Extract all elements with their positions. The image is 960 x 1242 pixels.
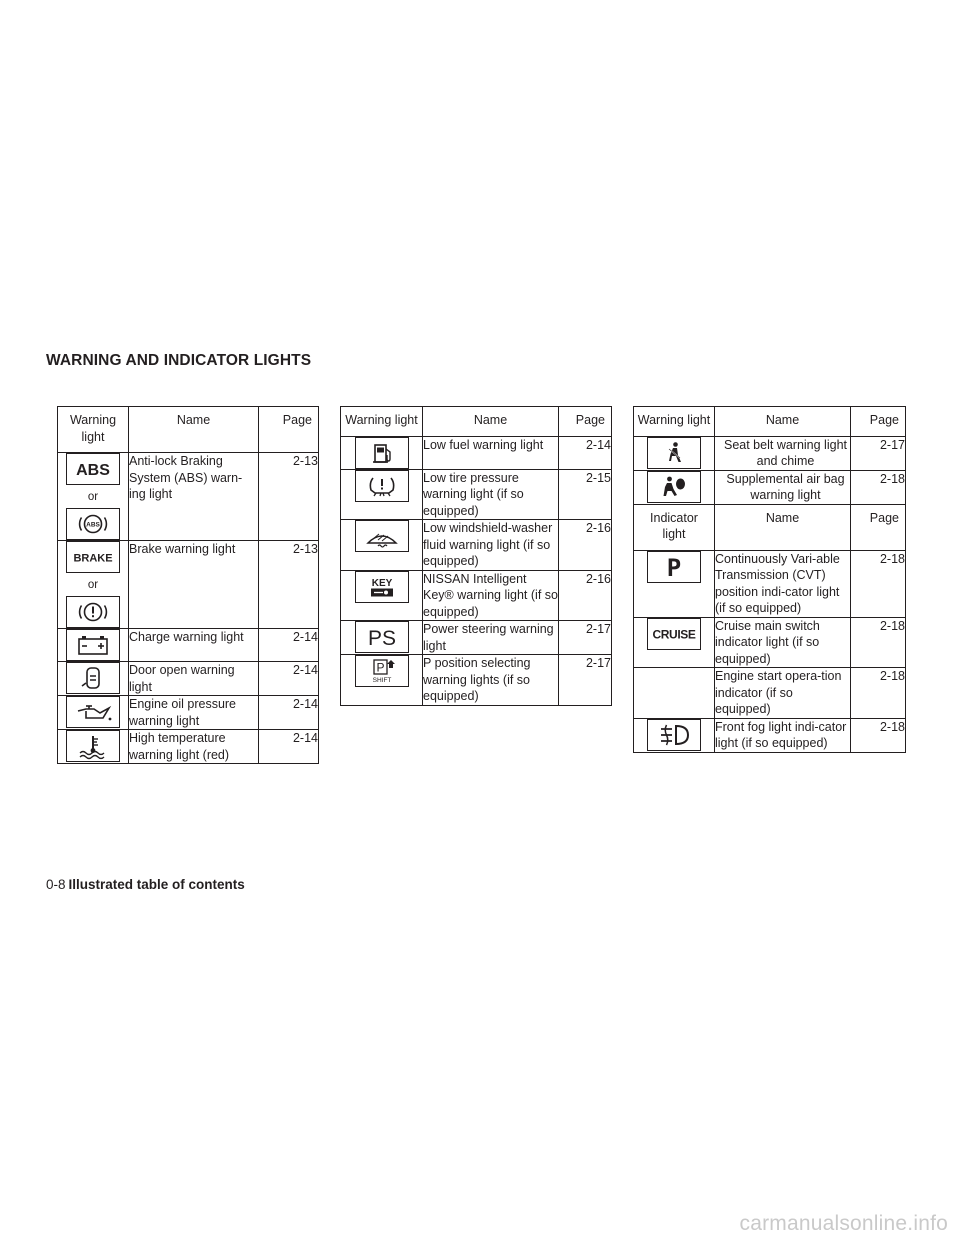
name-header: Name: [129, 407, 259, 453]
svg-text:KEY: KEY: [371, 577, 392, 589]
ps-icon: [355, 621, 409, 653]
abs-circle-icon: [66, 508, 120, 540]
light-name: Door open warning light: [129, 662, 259, 696]
table-header-row: [634, 407, 906, 437]
table-row: [341, 469, 612, 520]
warning-light-icon-cell: [634, 668, 715, 719]
light-name: Low tire pressure warning light (if so equipped): [423, 469, 559, 520]
table-row: [634, 470, 906, 504]
brake-circle-icon: [66, 596, 120, 628]
table-header-row: [58, 407, 319, 453]
page-reference: 2-16: [559, 570, 612, 621]
door-open-icon: [66, 662, 120, 694]
tire-pressure-icon: [355, 470, 409, 502]
page-reference: 2-18: [851, 668, 906, 719]
page-reference: 2-15: [559, 469, 612, 520]
light-name: NISSAN Intelligent Key® warning light (if so equipped): [423, 571, 558, 619]
light-name: Seat belt warning light and chime: [715, 436, 851, 470]
table-row: [58, 662, 319, 696]
light-name: Low fuel warning light: [423, 436, 559, 469]
warning-light-icon-cell: [634, 550, 715, 617]
or-label: or: [87, 491, 99, 503]
footer-title: Illustrated table of contents: [68, 877, 245, 892]
name-header: Name: [715, 407, 851, 437]
washer-fluid-icon: [355, 520, 409, 552]
page-reference: 2-14: [259, 629, 319, 662]
warning-light-icon-cell: [58, 629, 129, 662]
oil-can-icon: [66, 696, 120, 728]
warning-light-icon-cell: [341, 621, 423, 655]
warning-light-header: Warning light: [634, 407, 715, 437]
table-row: [58, 696, 319, 730]
page-reference: 2-14: [259, 730, 319, 764]
table-row: [341, 621, 612, 655]
page-reference: 2-18: [851, 617, 906, 668]
page-reference: 2-14: [259, 662, 319, 696]
table-row: [341, 520, 612, 571]
warning-light-icon-cell: [58, 696, 129, 730]
light-name: Charge warning light: [129, 629, 259, 662]
warning-light-icon-cell: [634, 617, 715, 668]
svg-text:CRUISE: CRUISE: [652, 627, 696, 641]
page-header: Page: [851, 407, 906, 437]
warning-light-icon-cell: [341, 570, 423, 621]
page-number: 0-8: [46, 877, 66, 892]
page-reference: 2-18: [851, 550, 906, 617]
table-row: [634, 550, 906, 617]
svg-text:ABS: ABS: [76, 462, 110, 479]
fog-light-icon: [647, 719, 701, 751]
p-shift-icon: [355, 655, 409, 687]
page-reference: 2-14: [559, 436, 612, 469]
table-row: [341, 655, 612, 706]
light-name: Anti-lock Braking System (ABS) warn-ing light: [129, 453, 259, 541]
light-name: Low windshield-washer fluid warning light (if so equipped): [423, 520, 559, 571]
warning-light-icon-cell: [341, 655, 423, 706]
seat-belt-icon: [647, 437, 701, 469]
light-name: Supplemental air bag warning light: [715, 470, 851, 504]
page-footer: [46, 877, 245, 892]
light-name: Engine start opera-tion indicator (if so equipped): [715, 668, 851, 719]
name-header: Name: [423, 407, 559, 437]
page-reference: 2-17: [559, 655, 612, 706]
warning-light-icon-cell: [58, 453, 129, 541]
warning-lights-table-2: [340, 406, 612, 706]
warning-indicator-lights-table-3: [633, 406, 906, 753]
table-row: [58, 730, 319, 764]
table-header-row: [341, 407, 612, 437]
light-name: Power steering warning light: [423, 621, 559, 655]
or-label: or: [87, 579, 99, 591]
page-reference: 2-17: [851, 436, 906, 470]
svg-text:P: P: [666, 553, 682, 582]
table-header-row: [634, 504, 906, 550]
light-name: Brake warning light: [129, 541, 259, 629]
page-reference: 2-17: [559, 621, 612, 655]
cruise-icon: [647, 618, 701, 650]
svg-text:PS: PS: [367, 627, 396, 650]
warning-light-icon-cell: [58, 541, 129, 629]
table-row: [634, 718, 906, 752]
warning-light-icon-cell: [341, 469, 423, 520]
warning-light-icon-cell: [58, 662, 129, 696]
warning-light-icon-cell: [634, 718, 715, 752]
warning-light-icon-cell: [341, 520, 423, 571]
warning-light-icon-cell: [341, 436, 423, 469]
section-title: WARNING AND INDICATOR LIGHTS: [46, 352, 312, 369]
table-row: [634, 668, 906, 719]
light-name: High temperature warning light (red): [129, 730, 259, 764]
warning-light-icon-cell: [58, 730, 129, 764]
airbag-icon: [647, 471, 701, 503]
table-row: [634, 436, 906, 470]
indicator-light-header: Indicator light: [634, 504, 715, 550]
warning-light-header: Warning light: [58, 407, 129, 453]
abs-text-icon: [66, 453, 120, 485]
table-row: [58, 629, 319, 662]
light-name: Continuously Vari-able Transmission (CVT) position indi-cator light (if so equipped): [715, 550, 851, 617]
svg-text:P: P: [375, 660, 385, 675]
table-row: [634, 617, 906, 668]
warning-light-icon-cell: [634, 470, 715, 504]
warning-lights-table-1: [57, 406, 319, 764]
page-header: Page: [851, 504, 906, 550]
page-reference: 2-16: [559, 520, 612, 571]
brake-text-icon: [66, 541, 120, 573]
page-reference: 2-14: [259, 696, 319, 730]
watermark: carmanualsonline.info: [739, 1212, 948, 1235]
page-reference: 2-18: [851, 718, 906, 752]
light-name: Front fog light indi-cator light (if so equipped): [715, 718, 851, 752]
svg-text:BRAKE: BRAKE: [73, 552, 113, 565]
table-row: [58, 453, 319, 541]
page-header: Page: [259, 407, 319, 453]
page-header: Page: [559, 407, 612, 437]
name-header: Name: [715, 504, 851, 550]
table-row: [341, 570, 612, 621]
svg-text:ABS: ABS: [86, 521, 100, 529]
thermometer-icon: [66, 730, 120, 762]
fuel-pump-icon: [355, 437, 409, 469]
warning-light-icon-cell: [634, 436, 715, 470]
battery-icon: [66, 629, 120, 661]
light-name: Engine oil pressure warning light: [129, 696, 259, 730]
key-icon: [355, 571, 409, 603]
page-reference: 2-18: [851, 470, 906, 504]
page-reference: 2-13: [259, 541, 319, 629]
p-position-icon: [647, 551, 701, 583]
light-name: P position selecting warning lights (if so equipped): [423, 655, 559, 706]
page-reference: 2-13: [259, 453, 319, 541]
light-name: Cruise main switch indicator light (if so equipped): [715, 617, 851, 668]
table-row: [58, 541, 319, 629]
svg-text:SHIFT: SHIFT: [372, 677, 391, 684]
warning-light-header: Warning light: [341, 407, 423, 437]
table-row: [341, 436, 612, 469]
